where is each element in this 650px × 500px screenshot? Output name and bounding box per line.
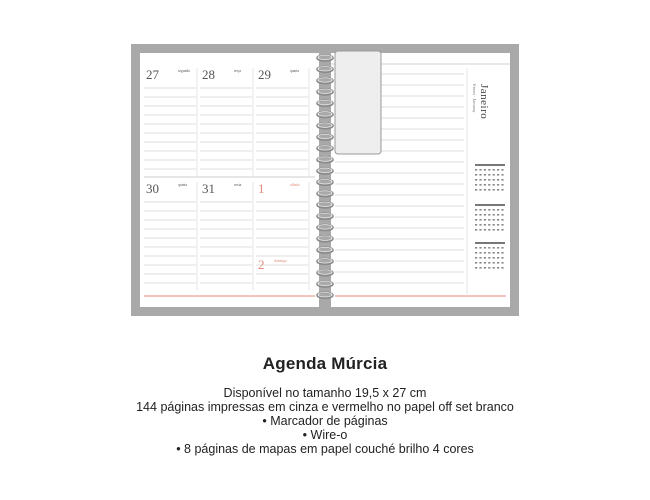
mini-calendar-date xyxy=(497,267,499,269)
mini-calendar-date xyxy=(497,257,499,259)
mini-calendar-date xyxy=(488,229,490,231)
mini-calendar-date xyxy=(484,224,486,226)
mini-calendar-date xyxy=(479,189,481,191)
mini-calendar-date xyxy=(484,169,486,171)
day-weekday: terça xyxy=(234,69,241,73)
day-weekday: sábado xyxy=(290,183,300,187)
mini-calendar-date xyxy=(484,252,486,254)
mini-calendar-date xyxy=(493,189,495,191)
mini-calendar-date xyxy=(501,267,503,269)
mini-calendar-date xyxy=(501,169,503,171)
mini-calendar-date xyxy=(488,224,490,226)
mini-calendar-date xyxy=(501,247,503,249)
mini-calendar-date xyxy=(484,179,486,181)
mini-calendar-date xyxy=(475,267,477,269)
mini-calendar-date xyxy=(479,224,481,226)
mini-calendar-date xyxy=(493,247,495,249)
mini-calendar-date xyxy=(475,174,477,176)
mini-calendar-date xyxy=(475,189,477,191)
mini-calendar-header xyxy=(475,164,505,166)
mini-calendar-date xyxy=(493,184,495,186)
mini-calendar-date xyxy=(488,257,490,259)
mini-calendar-date xyxy=(479,209,481,211)
mini-calendar-date xyxy=(493,229,495,231)
mini-calendar-date xyxy=(488,267,490,269)
mini-calendar-date xyxy=(501,214,503,216)
day-weekday: sexta xyxy=(234,183,242,187)
day-number: 31 xyxy=(202,181,215,196)
mini-calendar-date xyxy=(488,252,490,254)
mini-calendar-date xyxy=(488,189,490,191)
mini-calendar-date xyxy=(484,209,486,211)
mini-calendar-date xyxy=(501,209,503,211)
mini-calendar-date xyxy=(497,219,499,221)
mini-calendar-date xyxy=(493,209,495,211)
mini-calendar-date xyxy=(475,184,477,186)
mini-calendar-date xyxy=(479,174,481,176)
mini-calendar-date xyxy=(497,247,499,249)
mini-calendar-date xyxy=(479,252,481,254)
product-size-line: Disponível no tamanho 19,5 x 27 cm xyxy=(223,386,427,400)
mini-calendar-date xyxy=(488,209,490,211)
mini-calendar-date xyxy=(501,224,503,226)
mini-calendar-date xyxy=(501,189,503,191)
mini-calendar-date xyxy=(497,214,499,216)
mini-calendar-date xyxy=(488,214,490,216)
mini-calendar-date xyxy=(479,219,481,221)
mini-calendar-date xyxy=(488,219,490,221)
mini-calendar-date xyxy=(493,174,495,176)
mini-calendar-date xyxy=(484,262,486,264)
mini-calendar-date xyxy=(484,247,486,249)
mini-calendar-date xyxy=(475,179,477,181)
product-feature-wire: • Wire-o xyxy=(302,428,348,442)
mini-calendar-date xyxy=(488,169,490,171)
product-pages-line: 144 páginas impressas em cinza e vermelho no papel off set branco xyxy=(136,400,514,414)
mini-calendar-date xyxy=(475,209,477,211)
day-number: 30 xyxy=(146,181,159,196)
mini-calendar-date xyxy=(497,262,499,264)
mini-calendar-date xyxy=(479,179,481,181)
month-subtitle: Enero · January xyxy=(472,84,477,113)
mini-calendar-date xyxy=(501,219,503,221)
mini-calendar-date xyxy=(479,247,481,249)
product-feature-bookmark: • Marcador de páginas xyxy=(262,414,388,428)
mini-calendar-date xyxy=(475,262,477,264)
mini-calendar-date xyxy=(484,189,486,191)
mini-calendar-date xyxy=(488,174,490,176)
mini-calendar-date xyxy=(493,262,495,264)
mini-calendar-date xyxy=(497,189,499,191)
mini-calendar-date xyxy=(479,257,481,259)
mini-calendar-date xyxy=(501,252,503,254)
mini-calendar-date xyxy=(488,184,490,186)
day-number: 28 xyxy=(202,67,215,82)
month-title: Janeiro xyxy=(478,84,490,120)
mini-calendar-date xyxy=(479,267,481,269)
mini-calendar-date xyxy=(484,184,486,186)
mini-calendar-header xyxy=(475,242,505,244)
mini-calendar-date xyxy=(479,184,481,186)
mini-calendar-date xyxy=(475,257,477,259)
mini-calendar-date xyxy=(488,247,490,249)
mini-calendar-date xyxy=(475,229,477,231)
mini-calendar-date xyxy=(475,169,477,171)
mini-calendar-date xyxy=(493,169,495,171)
mini-calendar-date xyxy=(484,229,486,231)
mini-calendar-date xyxy=(497,224,499,226)
mini-calendar-date xyxy=(497,174,499,176)
day-weekday: domingo xyxy=(274,259,287,263)
mini-calendar-date xyxy=(493,179,495,181)
mini-calendar-date xyxy=(493,219,495,221)
mini-calendar-date xyxy=(497,229,499,231)
mini-calendar-date xyxy=(479,262,481,264)
day-weekday: segunda xyxy=(178,69,190,73)
mini-calendar-date xyxy=(475,214,477,216)
mini-calendar-date xyxy=(497,184,499,186)
mini-calendar-date xyxy=(501,229,503,231)
day-weekday: quinta xyxy=(178,183,187,187)
mini-calendar-date xyxy=(493,257,495,259)
day-weekday: quarta xyxy=(290,69,299,73)
day-number: 2 xyxy=(258,257,265,272)
mini-calendar-date xyxy=(501,257,503,259)
mini-calendar-date xyxy=(501,184,503,186)
day-number: 29 xyxy=(258,67,271,82)
mini-calendar-date xyxy=(493,252,495,254)
mini-calendar-date xyxy=(488,179,490,181)
mini-calendar-date xyxy=(501,174,503,176)
mini-calendar-date xyxy=(484,267,486,269)
bookmark-tab[interactable] xyxy=(335,51,381,154)
mini-calendar-date xyxy=(493,224,495,226)
mini-calendar-date xyxy=(479,169,481,171)
mini-calendar-date xyxy=(484,219,486,221)
mini-calendar-date xyxy=(479,214,481,216)
mini-calendar-date xyxy=(497,252,499,254)
mini-calendar-date xyxy=(497,179,499,181)
mini-calendar-date xyxy=(479,229,481,231)
planner-illustration xyxy=(131,44,519,316)
mini-calendar-date xyxy=(475,247,477,249)
mini-calendar-date xyxy=(497,169,499,171)
mini-calendar-date xyxy=(484,214,486,216)
mini-calendar-date xyxy=(475,224,477,226)
mini-calendar-date xyxy=(501,179,503,181)
mini-calendar-date xyxy=(501,262,503,264)
day-number: 27 xyxy=(146,67,159,82)
mini-calendar-date xyxy=(475,252,477,254)
product-title: Agenda Múrcia xyxy=(262,354,388,373)
mini-calendar-date xyxy=(488,262,490,264)
day-number: 1 xyxy=(258,181,265,196)
mini-calendar-date xyxy=(497,209,499,211)
mini-calendar-date xyxy=(475,219,477,221)
mini-calendar-date xyxy=(484,174,486,176)
mini-calendar-date xyxy=(493,214,495,216)
mini-calendar-date xyxy=(484,257,486,259)
product-feature-maps: • 8 páginas de mapas em papel couché brilho 4 cores xyxy=(176,442,474,456)
mini-calendar-date xyxy=(493,267,495,269)
mini-calendar-header xyxy=(475,204,505,206)
left-page xyxy=(140,53,319,307)
